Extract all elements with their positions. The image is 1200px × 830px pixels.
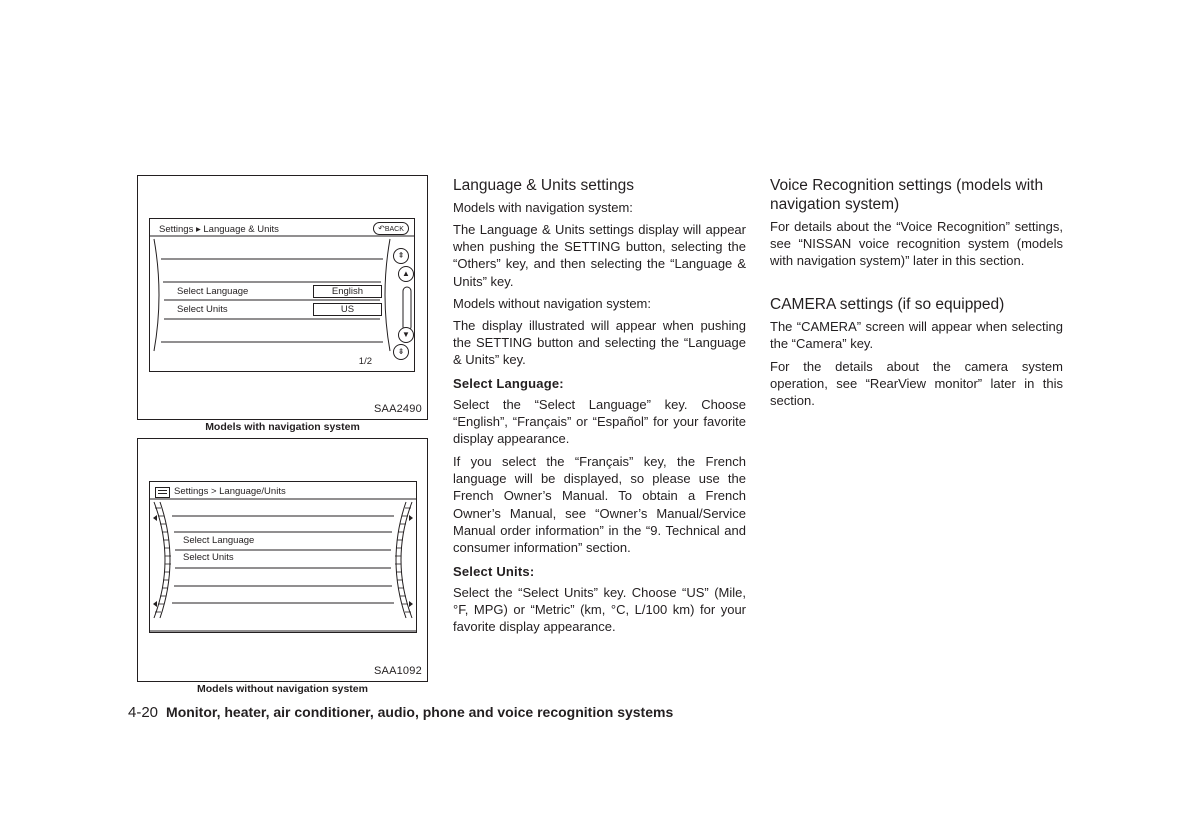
back-arrow-icon: ↶ <box>378 224 385 233</box>
paragraph: The Language & Units settings display will appear when pushing the SETTING button, selecting the “Others” key, and then selecting the “Language & Units” key. <box>453 222 746 289</box>
chapter-title: Monitor, heater, air conditioner, audio, phone and voice recognition systems <box>166 704 674 720</box>
paragraph: For details about the “Voice Recognition” settings, see “NISSAN voice recognition system (models with navigation system)” later in this section. <box>770 219 1063 269</box>
menu-icon <box>155 487 170 498</box>
select-language-label: Select Language <box>177 286 249 297</box>
section-heading: Language & Units settings <box>453 177 634 194</box>
select-units-label: Select Units <box>177 304 228 315</box>
figure-code: SAA2490 <box>374 403 422 415</box>
settings-screen-without-navigation <box>149 481 417 633</box>
page-footer <box>128 704 673 721</box>
scroll-down-icon[interactable]: ▼ <box>398 327 414 343</box>
section-heading: CAMERA settings (if so equipped) <box>770 296 1005 313</box>
paragraph: Models with navigation system: <box>453 200 633 215</box>
page-indicator: 1/2 <box>358 356 372 367</box>
section-heading: Voice Recognition settings (models with navigation system) <box>770 177 1044 213</box>
paragraph: The display illustrated will appear when pushing the SETTING button and selecting the “Language & Units” key. <box>453 318 746 368</box>
paragraph: If you select the “Français” key, the French language will be displayed, so please use the French Owner’s Manual. To obtain a French Owner’s Manual, see “Owner’s Manual/Service Manual order information” in the “9. Technical and consumer information” section. <box>453 454 746 556</box>
select-language-item[interactable]: Select Language <box>183 535 255 546</box>
screen-title: Settings > Language/Units <box>174 486 286 497</box>
paragraph: Models without navigation system: <box>453 296 651 311</box>
scroll-rail-icon <box>403 287 411 331</box>
paragraph: Select the “Select Language” key. Choose “English”, “Français” or “Español” for your favorite display appearance. <box>453 397 746 447</box>
select-units-item[interactable]: Select Units <box>183 552 234 563</box>
paragraph: Select the “Select Units” key. Choose “US” (Mile, °F, MPG) or “Metric” (km, °C, L/100 km) for your favorite display appearance. <box>453 585 746 635</box>
page-down-icon[interactable]: ⇟ <box>393 344 409 360</box>
paragraph: The “CAMERA” screen will appear when selecting the “Camera” key. <box>770 319 1063 352</box>
units-value-button[interactable]: US <box>313 303 382 316</box>
scroll-up-icon[interactable]: ▲ <box>398 266 414 282</box>
page-up-icon[interactable]: ⇞ <box>393 248 409 264</box>
screen-title: Settings ▸ Language & Units <box>159 224 279 235</box>
back-button[interactable]: ↶BACK <box>373 222 409 235</box>
list-panel-outline <box>150 498 416 632</box>
figure-caption: Models without navigation system <box>197 683 368 695</box>
subheading: Select Language: <box>453 376 564 391</box>
settings-screen-with-navigation <box>149 218 415 372</box>
page-number: 4-20 <box>128 704 159 721</box>
language-value-button[interactable]: English <box>313 285 382 298</box>
paragraph: For the details about the camera system operation, see “RearView monitor” later in this section. <box>770 359 1063 409</box>
subheading: Select Units: <box>453 564 535 579</box>
figure-caption: Models with navigation system <box>205 421 360 433</box>
figure-code: SAA1092 <box>374 665 422 677</box>
